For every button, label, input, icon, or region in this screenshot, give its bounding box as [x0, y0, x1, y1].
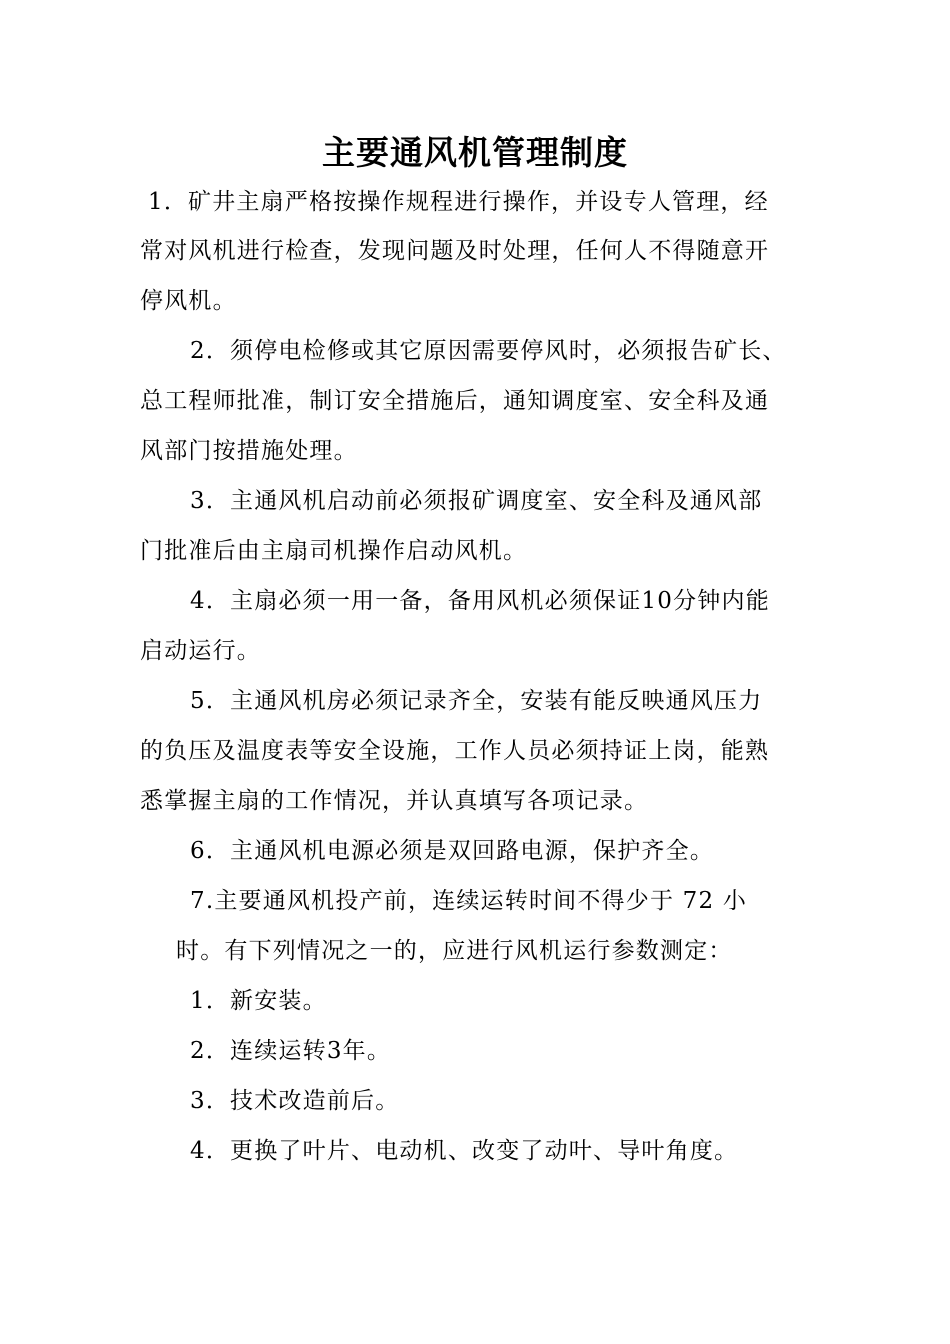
document-title: 主要通风机管理制度 — [322, 133, 628, 172]
paragraph-4-line-1: 4．主扇必须一用一备，备用风机必须保证10分钟内能 — [190, 588, 770, 614]
paragraph-5-line-2: 的负压及温度表等安全设施，工作人员必须持证上岗，能熟 — [140, 738, 770, 764]
list-item-4: 4．更换了叶片、电动机、改变了动叶、导叶角度。 — [190, 1138, 739, 1164]
paragraph-5-line-1: 5．主通风机房必须记录齐全，安装有能反映通风压力 — [190, 688, 763, 714]
paragraph-2-line-3: 风部门按措施处理。 — [140, 438, 358, 464]
paragraph-1-line-2: 常对风机进行检查，发现问题及时处理，任何人不得随意开 — [140, 238, 770, 264]
paragraph-3-line-1: 3．主通风机启动前必须报矿调度室、安全科及通风部 — [190, 488, 763, 514]
paragraph-6-line-1: 6．主通风机电源必须是双回路电源，保护齐全。 — [190, 838, 715, 864]
paragraph-7-line-1: 7.主要通风机投产前，连续运转时间不得少于 72 小 — [190, 888, 748, 914]
list-item-3: 3．技术改造前后。 — [190, 1088, 400, 1114]
paragraph-3-line-2: 门批准后由主扇司机操作启动风机。 — [140, 538, 528, 564]
list-item-1: 1．新安装。 — [190, 988, 327, 1014]
paragraph-2-line-2: 总工程师批准，制订安全措施后，通知调度室、安全科及通 — [140, 388, 770, 414]
paragraph-7-line-2: 时。有下列情况之一的，应进行风机运行参数测定： — [176, 938, 733, 964]
list-item-2: 2．连续运转3年。 — [190, 1038, 392, 1064]
paragraph-1-line-3: 停风机。 — [140, 288, 237, 314]
paragraph-5-line-3: 悉掌握主扇的工作情况，并认真填写各项记录。 — [140, 788, 649, 814]
paragraph-2-line-1: 2．须停电检修或其它原因需要停风时，必须报告矿长、 — [190, 338, 787, 364]
paragraph-4-line-2: 启动运行。 — [140, 638, 261, 664]
paragraph-1-line-1: 1．矿井主扇严格按操作规程进行操作，并设专人管理，经 — [148, 189, 769, 215]
